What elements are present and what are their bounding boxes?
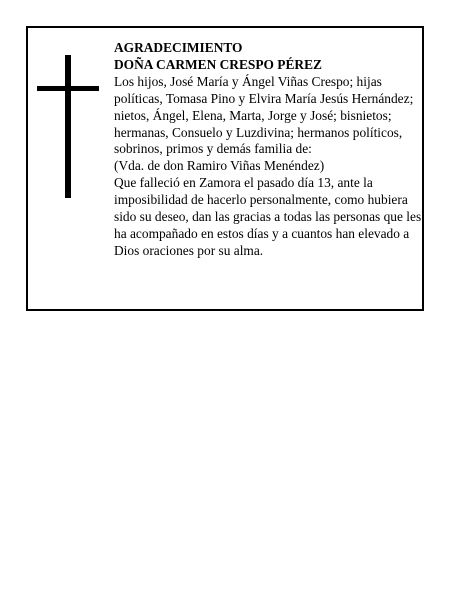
obituary-notice [26,26,424,311]
family-paragraph: Los hijos, José María y Ángel Viñas Crespo; hijas políticas, Tomasa Pino y Elvira María Jesús Hernández; nietos, Ángel, Elena, Marta, Jorge y José; bisnietos; hermanas, Consuelo y Luzdivina; hermanos políticos, sobrinos, primos y demás familia de: [114,73,414,157]
widow-of-line: (Vda. de don Ramiro Viñas Menéndez) [114,158,325,174]
deceased-name: DOÑA CARMEN CRESPO PÉREZ [114,56,322,72]
cross-horizontal-bar [37,86,99,91]
cross-icon [37,55,99,198]
thanks-paragraph: Que falleció en Zamora el pasado día 13, ante la imposibilidad de hacerlo personalmente, como hubiera sido su deseo, dan las gracias a todas las personas que les ha acompañado en estos días y a cuantos han elevado a Dios oraciones por su alma. [114,175,422,258]
notice-heading: AGRADECIMIENTO [114,40,243,55]
notice-text [114,40,424,260]
cross-vertical-bar [65,55,71,198]
